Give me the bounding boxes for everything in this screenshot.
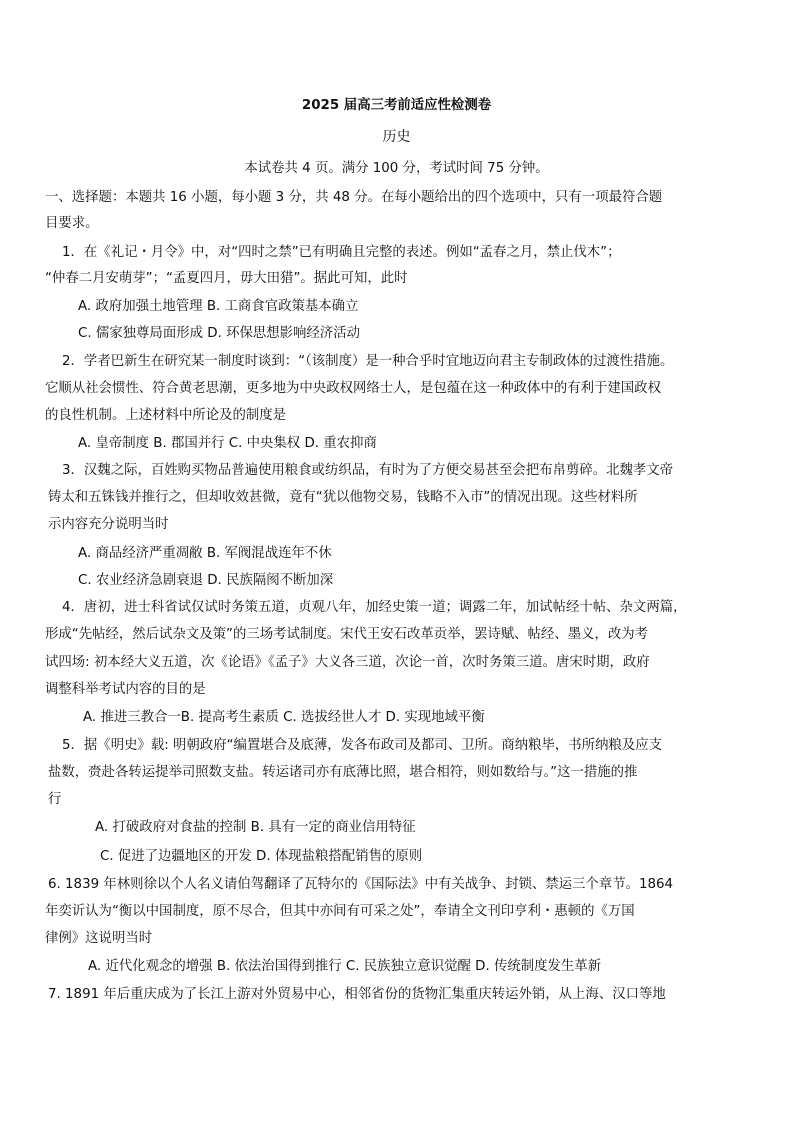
question-4-option-line-1: A. 推进三教合一B. 提高考生素质 C. 选拔经世人才 D. 实现地域平衡 <box>83 710 485 725</box>
question-4-line-3: 试四场: 初本经大义五道，次《论语》《孟子》大义各三道，次论一首，次时务策三道。唐宋时期，政府 <box>45 655 650 670</box>
exam-title: 2025 届高三考前适应性检测卷 <box>301 98 492 113</box>
question-5-option-line-1: A. 打破政府对食盐的控制 B. 具有一定的商业信用特征 <box>95 820 416 835</box>
question-2-line-1: 2．学者巴新生在研究某一制度时谈到：“（该制度）是一种合乎时宜地迈向君主专制政体的过渡性措施。 <box>62 354 674 369</box>
question-4-line-1: 4．唐初，进士科省试仅试时务策五道，贞观八年，加经史策一道；调露二年，加试帖经十帖、杂文两篇， <box>62 600 687 615</box>
subject-title: 历史 <box>382 129 411 145</box>
question-6-option-line-1: A. 近代化观念的增强 B. 依法治国得到推行 C. 民族独立意识觉醒 D. 传统制度发生革新 <box>88 959 602 974</box>
section-heading-line-1: 一、选择题：本题共 16 小题，每小题 3 分，共 48 分。在每小题给出的四个选项中，只有一项最符合题 <box>45 190 663 205</box>
question-1-option-line-2: C. 儒家独尊局面形成 D. 环保思想影响经济活动 <box>78 326 360 341</box>
question-2-line-3: 的良性机制。上述材料中所论及的制度是 <box>45 408 287 423</box>
question-3-line-1: 3．汉魏之际，百姓购买物品普遍使用粮食或纺织品，有时为了方便交易甚至会把布帛剪碎。北魏孝文帝 <box>62 463 674 478</box>
section-heading-line-2: 目要求。 <box>45 216 99 231</box>
question-4-line-2: 形成“先帖经，然后试杂文及策”的三场考试制度。宋代王安石改革贡举，罢诗赋、帖经、墨义，改为考 <box>45 627 649 642</box>
question-5-line-3: 行 <box>48 792 62 807</box>
question-6-line-3: 律例》这说明当时 <box>45 931 153 946</box>
question-5-line-2: 盐数，赍赴各转运提举司照数支盐。转运诸司亦有底薄比照，堪合相符，则如数给与。”这一措施的推 <box>48 765 638 780</box>
question-5-line-1: 5．据《明史》载: 明朝政府“编置堪合及底薄，发各布政司及都司、卫所。商纳粮毕，书所纳粮及应支 <box>62 738 663 753</box>
question-3-option-line-1: A. 商品经济严重凋敝 B. 军阀混战连年不休 <box>78 546 332 561</box>
question-7-line-1: 7. 1891 年后重庆成为了长江上游对外贸易中心，相邻省份的货物汇集重庆转运外销，从上海、汉口等地 <box>48 987 666 1002</box>
question-1-line-1: 1．在《礼记・月令》中，对“四时之禁”已有明确且完整的表述。例如“孟春之月，禁止伐木”； <box>62 245 621 260</box>
question-3-option-line-2: C. 农业经济急剧衰退 D. 民族隔阂不断加深 <box>78 573 334 588</box>
question-2-option-line-1: A. 皇帝制度 B. 郡国并行 C. 中央集权 D. 重农抑商 <box>78 436 377 451</box>
question-1-option-line-1: A. 政府加强土地管理 B. 工商食官政策基本确立 <box>78 299 359 314</box>
exam-info: 本试卷共 4 页。满分 100 分，考试时间 75 分钟。 <box>244 161 549 176</box>
question-5-option-line-2: C. 促进了边疆地区的开发 D. 体现盐粮搭配销售的原则 <box>100 849 423 864</box>
question-4-line-4: 调整科举考试内容的目的是 <box>45 682 206 697</box>
question-3-line-3: 示内容充分说明当时 <box>48 517 169 532</box>
question-2-line-2: 它顺从社会惯性、符合黄老思潮，更多地为中央政权网络士人，是包蕴在这一种政体中的有利于建国政权 <box>45 381 661 396</box>
question-6-line-1: 6. 1839 年林则徐以个人名义请伯驾翻译了瓦特尔的《国际法》中有关战争、封锁、禁运三个章节。1864 <box>48 877 674 892</box>
question-3-line-2: 铸太和五铢钱并推行之，但却收效甚微，竟有“犹以他物交易，钱略不入市”的情况出现。这些材料所 <box>48 490 638 505</box>
question-1-line-2: “仲春二月安萌芽”；“孟夏四月，毋大田猎”。据此可知，此时 <box>45 271 408 286</box>
question-6-line-2: 年奕䜣认为“衡以中国制度，原不尽合，但其中亦间有可采之处”，奉请全文刊印亨利・惠顿的《万国 <box>45 904 635 919</box>
